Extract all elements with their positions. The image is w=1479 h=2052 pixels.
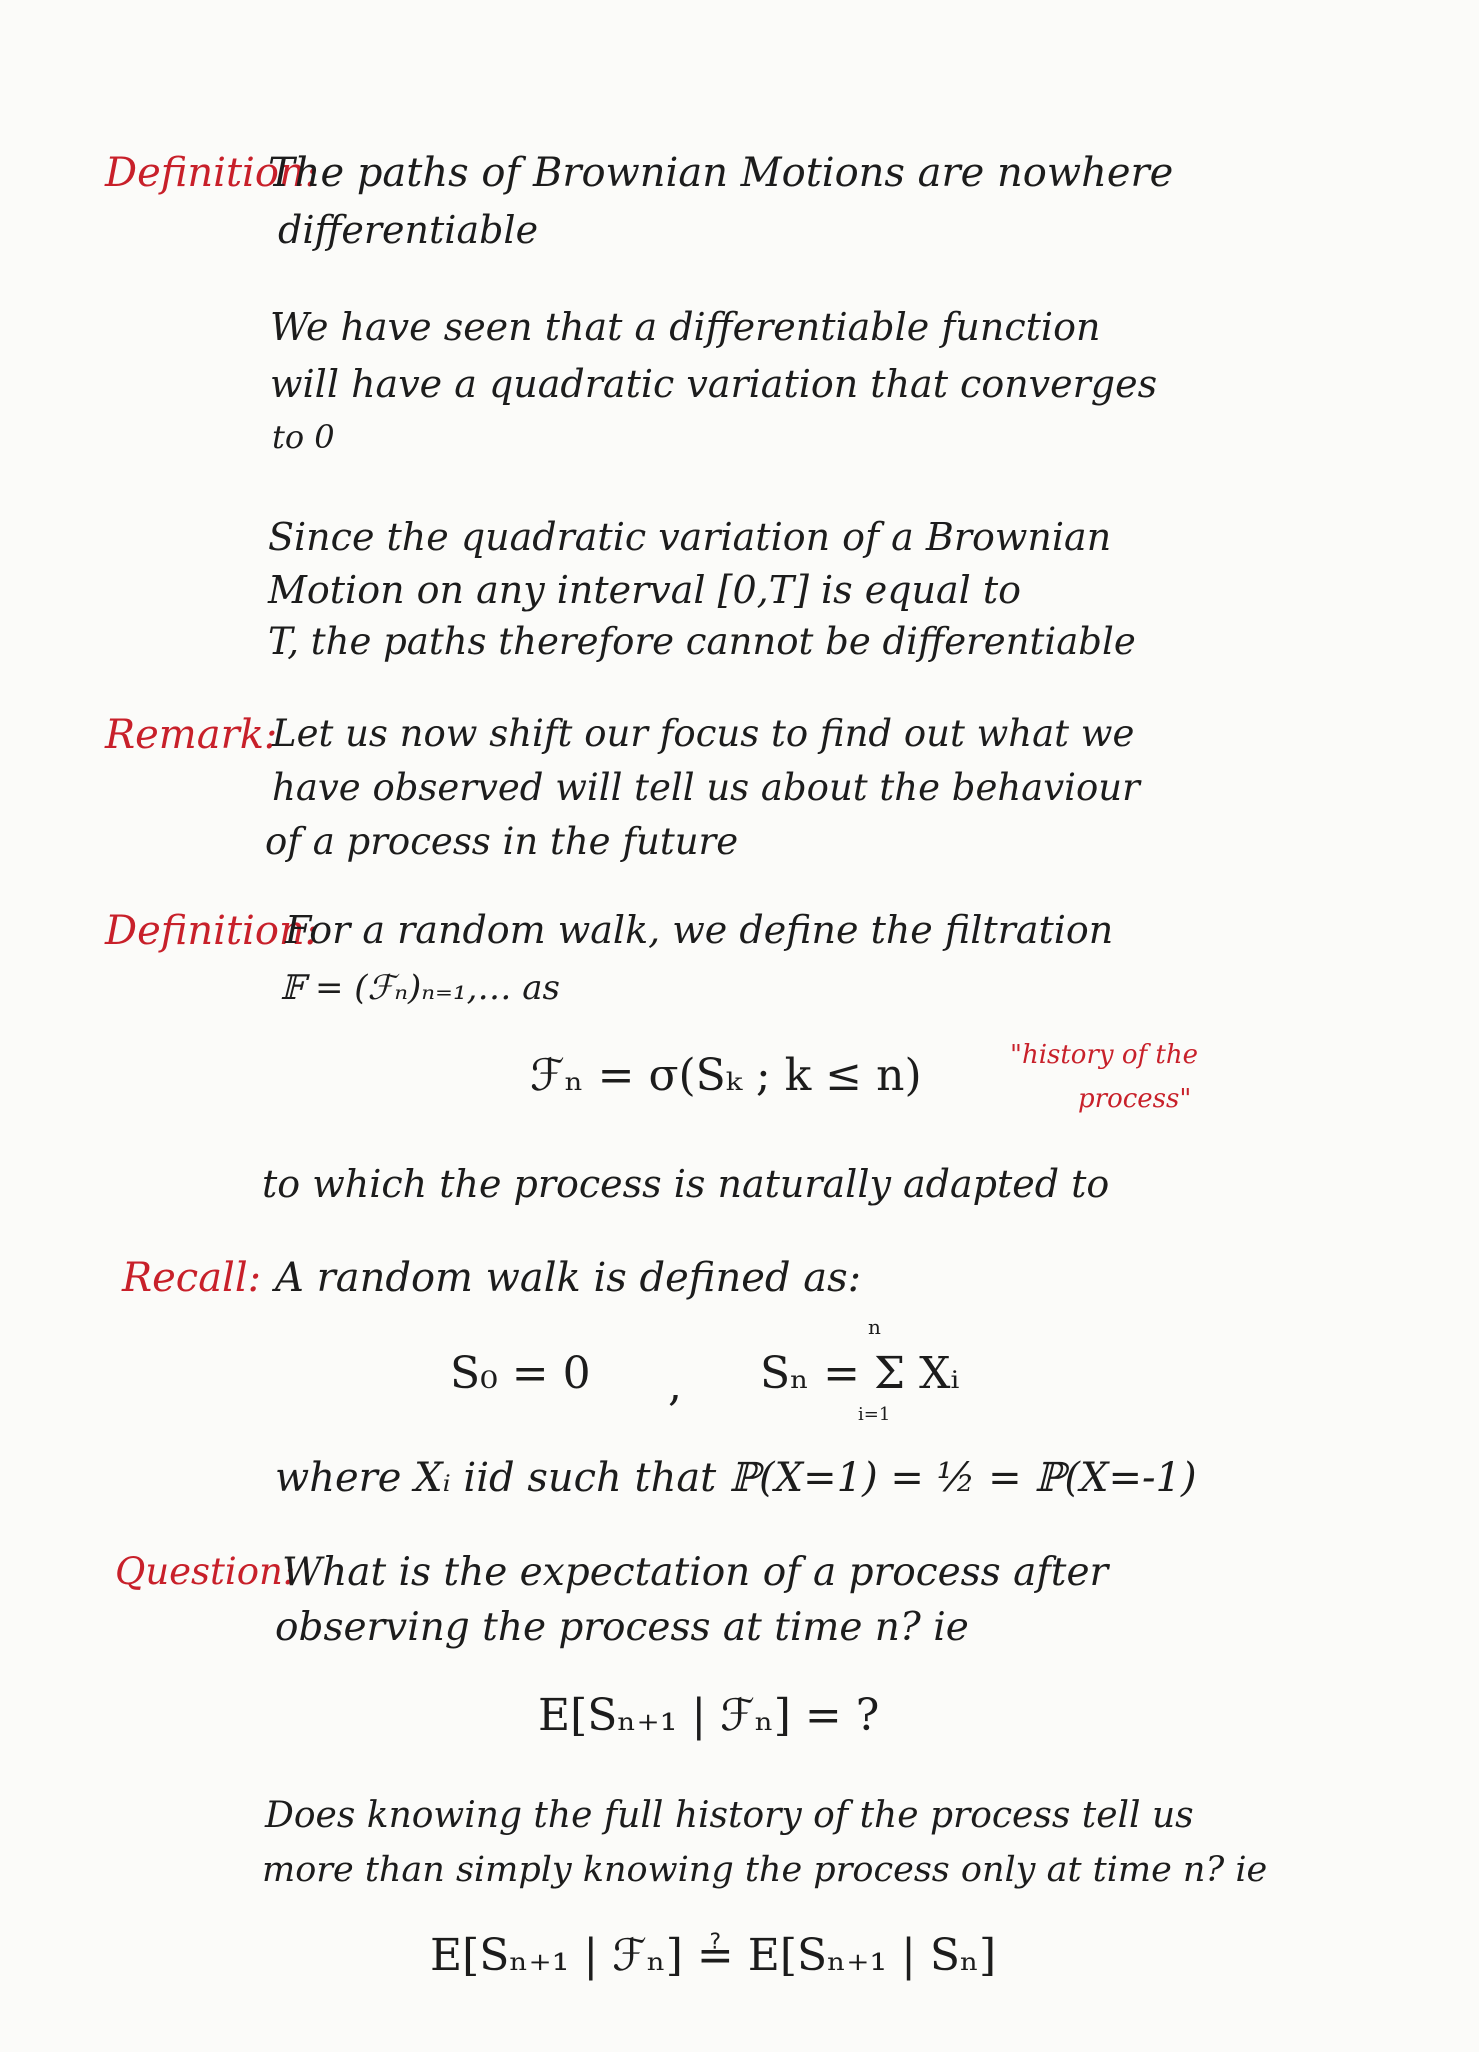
filtration-equation: ℱₙ = σ(Sₖ ; k ≤ n) [530, 1050, 922, 1101]
text-line: will have a quadratic variation that converges [270, 362, 1158, 406]
text-line: Since the quadratic variation of a Brownian [268, 515, 1112, 559]
comma: , [668, 1360, 682, 1411]
definition-label: Definition: [105, 908, 319, 954]
definition-line: differentiable [278, 208, 539, 252]
random-walk-initial: S₀ = 0 [450, 1348, 591, 1399]
remark-line: of a process in the future [265, 820, 739, 863]
question-line: What is the expectation of a process after [282, 1550, 1109, 1595]
side-note: "history of the [1010, 1040, 1198, 1070]
definition-line: For a random walk, we define the filtration [285, 908, 1114, 952]
definition-line: 𝔽 = (ℱₙ)ₙ₌₁,… as [280, 968, 560, 1008]
question-label: Question: [115, 1550, 296, 1593]
text-line: to which the process is naturally adapted to [262, 1162, 1110, 1206]
remark-label: Remark: [105, 712, 278, 758]
question-line: observing the process at time n? ie [275, 1605, 969, 1650]
sum-upper-limit: n [868, 1315, 881, 1339]
sum-lower-limit: i=1 [858, 1404, 891, 1425]
text-line: to 0 [272, 418, 335, 456]
definition-line: The paths of Brownian Motions are nowhere [268, 150, 1174, 196]
conditional-expectation: E[Sₙ₊₁ | ℱₙ] = ? [538, 1690, 880, 1741]
iid-condition: where Xᵢ iid such that ℙ(X=1) = ½ = ℙ(X=-1) [275, 1455, 1197, 1501]
remark-line: Let us now shift our focus to find out what we [272, 712, 1135, 755]
text-line: Motion on any interval [0,T] is equal to [268, 568, 1022, 612]
question-line: Does knowing the full history of the process tell us [265, 1795, 1194, 1836]
side-note: process" [1078, 1084, 1192, 1114]
expectation-comparison: E[Sₙ₊₁ | ℱₙ] ≟ E[Sₙ₊₁ | Sₙ] [430, 1930, 997, 1981]
recall-line: A random walk is defined as: [275, 1255, 862, 1301]
random-walk-sum: Sₙ = Σ Xᵢ [760, 1348, 960, 1399]
recall-label: Recall: [122, 1255, 262, 1301]
text-line: We have seen that a differentiable function [270, 305, 1101, 349]
remark-line: have observed will tell us about the behaviour [272, 766, 1140, 809]
definition-label: Definition: [105, 150, 319, 196]
text-line: T, the paths therefore cannot be differentiable [268, 620, 1136, 663]
question-line: more than simply knowing the process only at time n? ie [262, 1850, 1268, 1890]
